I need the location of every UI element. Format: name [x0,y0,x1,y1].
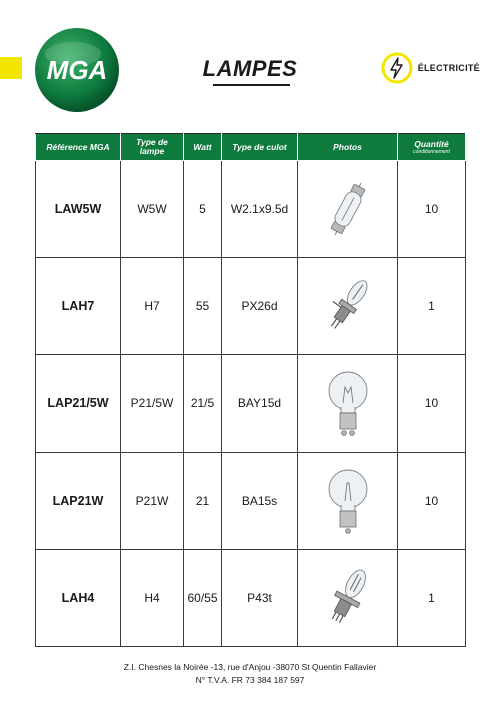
footer-vat: N° T.V.A. FR 73 384 187 597 [195,675,305,685]
cell-quantity: 10 [398,161,466,258]
cell-quantity: 10 [398,452,466,549]
cell-base-type: BAY15d [222,355,298,452]
cell-base-type: PX26d [222,258,298,355]
cell-watt: 55 [184,258,222,355]
dual-filament-bulb-photo [315,363,381,443]
cell-photo [298,258,398,355]
cell-quantity: 1 [398,258,466,355]
lightning-bolt-icon [381,52,413,84]
header-lamp-type: Type de lampe [121,134,184,161]
single-filament-bulb-photo [315,461,381,541]
footer [0,661,500,687]
cell-reference: LAP21/5W [36,355,121,452]
header-quantity [398,134,466,161]
cell-base-type: BA15s [222,452,298,549]
cell-watt: 21 [184,452,222,549]
cell-watt: 5 [184,161,222,258]
title-underline [213,84,290,86]
table-header-row [36,134,466,161]
cell-lamp-type: P21W [121,452,184,549]
table-row [36,161,466,258]
header-quantity-sub: conditionnement [413,148,450,155]
table-row [36,452,466,549]
cell-quantity: 1 [398,549,466,646]
table-row [36,355,466,452]
cell-reference: LAP21W [36,452,121,549]
lamp-catalog-table [35,133,466,647]
header-base-type: Type de culot [222,134,298,161]
h4-halogen-bulb-photo [315,558,381,638]
cell-reference: LAW5W [36,161,121,258]
h7-halogen-bulb-photo [315,266,381,346]
page-title: LAMPES [202,56,298,81]
category-label: ÉLECTRICITÉ [417,63,480,73]
header-quantity-label: Quantité [414,138,449,149]
festoon-bulb-photo [315,169,381,249]
header-watt: Watt [184,134,222,161]
cell-lamp-type: P21/5W [121,355,184,452]
cell-watt: 60/55 [184,549,222,646]
cell-base-type: P43t [222,549,298,646]
cell-lamp-type: W5W [121,161,184,258]
cell-base-type: W2.1x9.5d [222,161,298,258]
category-badge [381,52,480,84]
cell-lamp-type: H4 [121,549,184,646]
cell-photo [298,355,398,452]
cell-photo [298,452,398,549]
cell-lamp-type: H7 [121,258,184,355]
cell-quantity: 10 [398,355,466,452]
cell-watt: 21/5 [184,355,222,452]
table-row [36,258,466,355]
footer-address: Z.I. Chesnes la Noirée -13, rue d'Anjou -38070 St Quentin Fallavier [123,662,377,672]
svg-text:MGA: MGA [46,55,108,85]
table-row [36,549,466,646]
header-reference: Référence MGA [36,134,121,161]
cell-reference: LAH4 [36,549,121,646]
cell-photo [298,161,398,258]
cell-photo [298,549,398,646]
header-photos: Photos [298,134,398,161]
cell-reference: LAH7 [36,258,121,355]
